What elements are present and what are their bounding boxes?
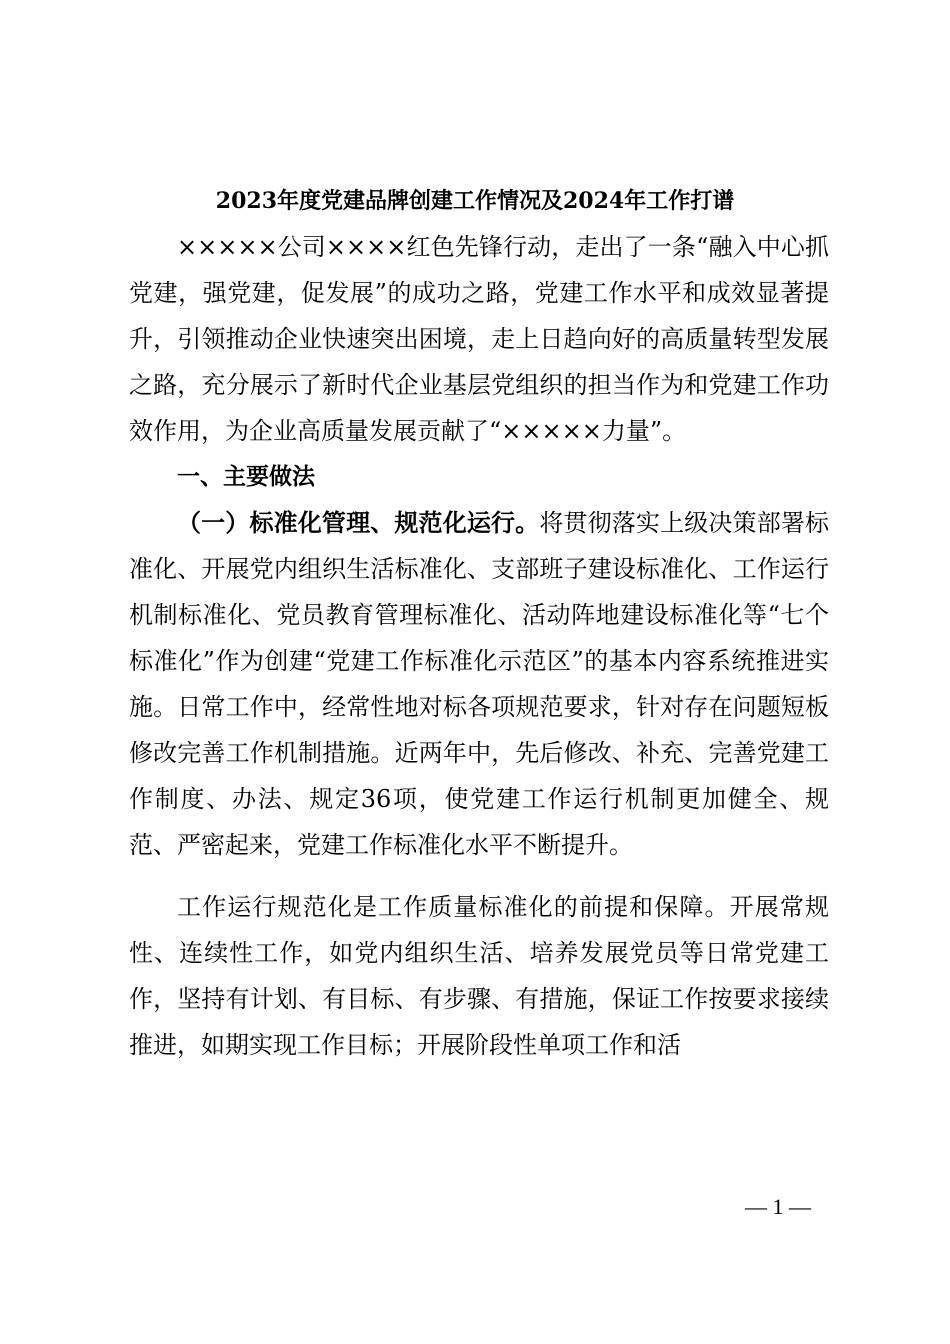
section-heading-main-practices: 一、主要做法 [177,464,315,490]
intro-paragraph: ×××××公司××××红色先锋行动，走出了一条“融入中心抓党建，强党建，促发展”的成功之路，党建工作水平和成效显著提升，引领推动企业快速突出困境，走上日趋向好的高质量转型发展之路，充分展示了新时代企业基层党组织的担当作为和党建工作功效作用，为企业高质量发展贡献了“×××××力量”。 [129,233,829,445]
document-body [129,224,829,1068]
paragraph-work-operation: 工作运行规范化是工作质量标准化的前提和保障。开展常规性、连续性工作，如党内组织生活、培养发展党员等日常党建工作，坚持有计划、有目标、有步骤、有措施，保证工作按要求接续推进，如期实现工作目标；开展阶段性单项工作和活 [129,893,829,1059]
subsection-1-paragraph [129,500,829,868]
paragraph-gap [129,868,829,884]
subsection-1-lead: （一）标准化管理、规范化运行。 [177,509,540,537]
page-number: — 1 — [745,1194,811,1219]
document-title: 2023年度党建品牌创建工作情况及2024年工作打谱 [215,188,735,214]
subsection-1-text: 将贯彻落实上级决策部署标准化、开展党内组织生活标准化、支部班子建设标准化、工作运行机制标准化、党员教育管理标准化、活动阵地建设标准化等“七个标准化”作为创建“党建工作标准化示范区”的基本内容系统推进实施。日常工作中，经常性地对标各项规范要求，针对存在问题短板修改完善工作机制措施。近两年中，先后修改、补充、完善党建工作制度、办法、规定36项，使党建工作运行机制更加健全、规范、严密起来，党建工作标准化水平不断提升。 [129,509,830,859]
